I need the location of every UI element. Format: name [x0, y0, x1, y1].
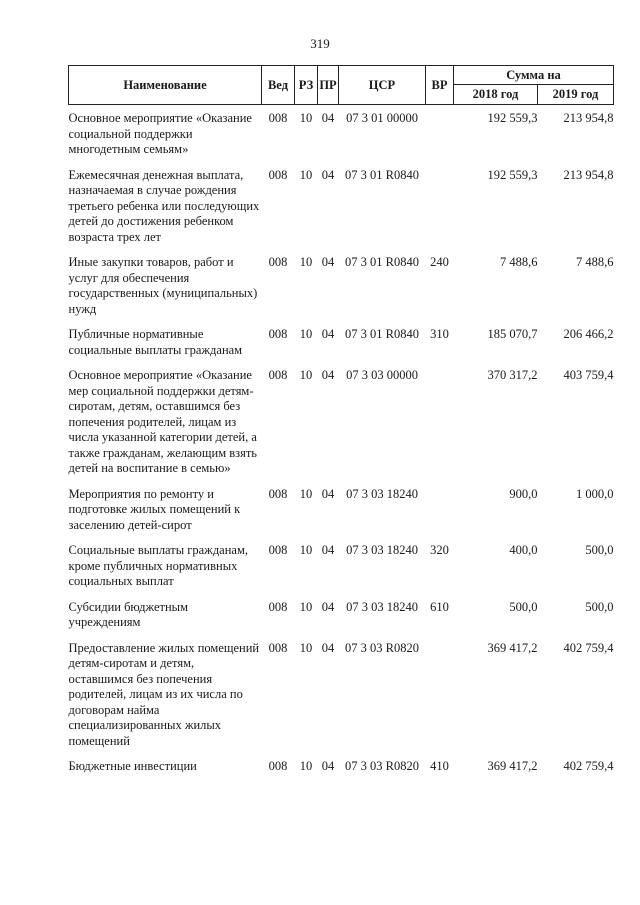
row-name: Основное мероприятие «Оказание социальной поддержки многодетным семьям»	[68, 111, 252, 156]
row-sum-2018: 370 317,2	[487, 368, 538, 382]
row-name: Иные закупки товаров, работ и услуг для обеспечения государственных (муниципальных) нужд	[68, 255, 258, 316]
row-ved: 008	[268, 640, 288, 655]
row-ved: 008	[268, 111, 288, 125]
row-sum-2019: 213 954,8	[563, 111, 614, 125]
row-pr: 04	[321, 640, 335, 655]
row-name: Социальные выплаты гражданам, кроме публичных нормативных социальных выплат	[68, 543, 249, 588]
row-name: Субсидии бюджетным учреждениям	[68, 599, 188, 629]
row-pr: 04	[321, 759, 335, 773]
row-pr: 04	[321, 327, 335, 341]
row-vr	[426, 362, 454, 481]
header-name: Наименование	[69, 66, 262, 105]
row-csr: 07 3 01 R0840	[345, 167, 419, 182]
header-vr: ВР	[426, 66, 454, 105]
row-vr: 410	[430, 759, 449, 773]
row-sum-2019: 402 759,4	[563, 759, 614, 773]
row-sum-2019: 403 759,4	[563, 368, 614, 382]
row-name: Основное мероприятие «Оказание мер социальной поддержки детям-сиротам, детям, оставшимся без попечения родителей, лицам из числа указанной категории детей, а также гражданам, желающим взять детей на воспитание в семью»	[68, 368, 257, 475]
table-row	[69, 249, 614, 321]
row-pr: 04	[321, 486, 335, 501]
row-vr	[426, 105, 454, 162]
budget-table	[68, 65, 614, 779]
row-vr	[426, 481, 454, 538]
table-row	[69, 594, 614, 635]
row-rz: 10	[299, 255, 313, 269]
row-vr: 310	[430, 327, 449, 341]
header-year-2019: 2019 год	[538, 85, 614, 105]
table-row	[69, 105, 614, 162]
row-sum-2019: 206 466,2	[563, 327, 614, 341]
row-vr	[426, 635, 454, 754]
header-csr: ЦСР	[339, 66, 426, 105]
row-pr: 04	[321, 167, 335, 182]
row-rz: 10	[299, 543, 313, 557]
row-rz: 10	[299, 167, 313, 182]
row-vr: 320	[430, 543, 449, 557]
row-sum-2019: 7 488,6	[576, 255, 614, 269]
row-vr: 610	[430, 599, 449, 614]
row-csr: 07 3 03 R0820	[345, 759, 419, 773]
row-sum-2019: 1 000,0	[576, 486, 614, 501]
row-csr: 07 3 03 18240	[346, 486, 418, 501]
row-sum-2018: 500,0	[509, 599, 538, 614]
row-vr	[426, 162, 454, 250]
row-ved: 008	[268, 167, 288, 182]
row-pr: 04	[321, 111, 335, 125]
row-sum-2019: 500,0	[585, 543, 614, 557]
row-sum-2018: 900,0	[509, 486, 538, 501]
row-csr: 07 3 01 R0840	[345, 255, 419, 269]
row-csr: 07 3 03 18240	[346, 543, 418, 557]
row-sum-2019: 500,0	[585, 599, 614, 614]
row-sum-2019: 402 759,4	[563, 640, 614, 655]
row-csr: 07 3 01 R0840	[345, 327, 419, 341]
table-row	[69, 481, 614, 538]
row-pr: 04	[321, 543, 335, 557]
table-row	[69, 537, 614, 594]
row-csr: 07 3 03 R0820	[345, 640, 419, 655]
header-rz: РЗ	[295, 66, 318, 105]
row-rz: 10	[299, 327, 313, 341]
row-ved: 008	[268, 327, 288, 341]
row-csr: 07 3 01 00000	[346, 111, 418, 125]
row-vr: 240	[430, 255, 449, 269]
row-sum-2018: 192 559,3	[487, 167, 538, 182]
table-body	[69, 105, 614, 779]
row-sum-2018: 400,0	[509, 543, 538, 557]
table-row	[69, 635, 614, 754]
table-row	[69, 362, 614, 481]
row-sum-2018: 185 070,7	[487, 327, 538, 341]
row-pr: 04	[321, 368, 335, 382]
row-csr: 07 3 03 18240	[346, 599, 418, 614]
header-year-2018: 2018 год	[454, 85, 538, 105]
row-ved: 008	[268, 543, 288, 557]
row-pr: 04	[321, 599, 335, 614]
page-number: 319	[310, 36, 330, 51]
row-rz: 10	[299, 640, 313, 655]
row-ved: 008	[268, 759, 288, 773]
table-row	[69, 753, 614, 779]
row-csr: 07 3 03 00000	[346, 368, 418, 382]
row-rz: 10	[299, 759, 313, 773]
row-sum-2018: 369 417,2	[487, 640, 538, 655]
row-name: Ежемесячная денежная выплата, назначаемая в случае рождения третьего ребенка или последующих детей до достижения ребенком возраста трех лет	[68, 167, 260, 244]
row-sum-2019: 213 954,8	[563, 167, 614, 182]
row-pr: 04	[321, 255, 335, 269]
row-name: Бюджетные инвестиции	[68, 759, 197, 773]
row-rz: 10	[299, 486, 313, 501]
table-row	[69, 321, 614, 362]
row-rz: 10	[299, 599, 313, 614]
header-sum: Сумма на	[454, 66, 614, 85]
row-name: Публичные нормативные социальные выплаты гражданам	[68, 327, 243, 357]
row-rz: 10	[299, 368, 313, 382]
row-name: Мероприятия по ремонту и подготовке жилых помещений к заселению детей-сирот	[68, 486, 241, 532]
row-ved: 008	[268, 368, 288, 382]
row-name: Предоставление жилых помещений детям-сиротам и детям, оставшимся без попечения родителей, лицам из их числа по договорам найма специализированных жилых помещений	[68, 640, 260, 748]
row-sum-2018: 369 417,2	[487, 759, 538, 773]
row-ved: 008	[268, 255, 288, 269]
header-ved: Вед	[262, 66, 295, 105]
row-ved: 008	[268, 599, 288, 614]
table-row	[69, 162, 614, 250]
row-sum-2018: 7 488,6	[500, 255, 538, 269]
row-rz: 10	[299, 111, 313, 125]
row-ved: 008	[268, 486, 288, 501]
header-pr: ПР	[318, 66, 339, 105]
row-sum-2018: 192 559,3	[487, 111, 538, 125]
